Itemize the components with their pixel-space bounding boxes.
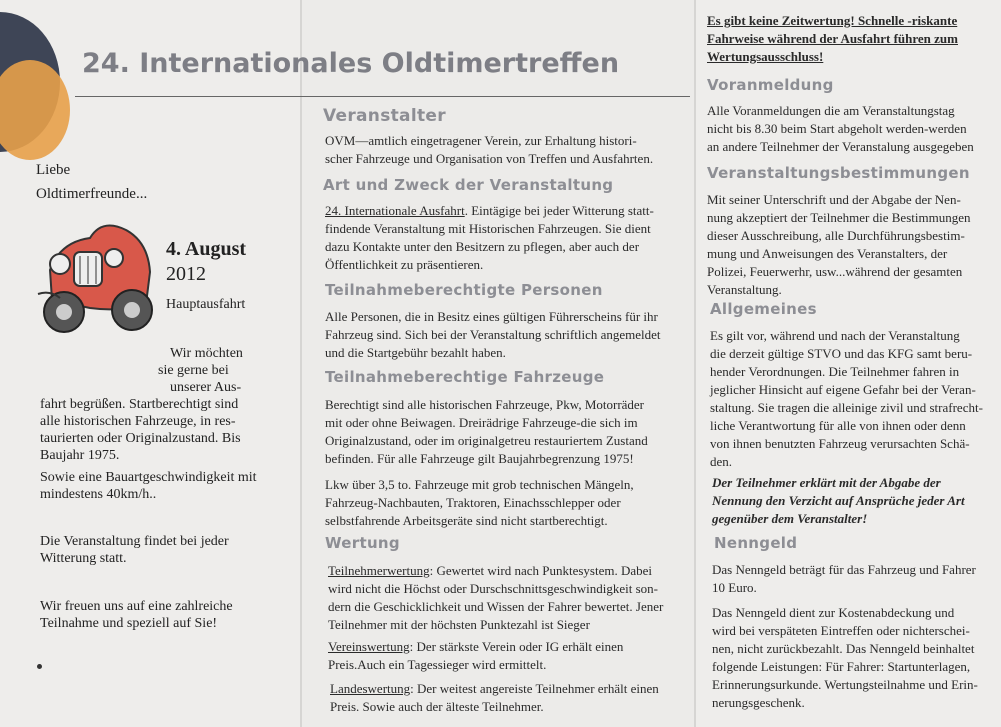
body-text: Landeswertung: Der weitest angereiste Teilnehmer erhält einen bbox=[330, 681, 659, 696]
body-text: Polizei, Feuerwerhr, usw...während der gesamten bbox=[707, 264, 963, 279]
body-text: findende Veranstaltung mit Historischen Fahrzeugen. Sie dient bbox=[325, 221, 651, 236]
body-text: befinden. Für alle Fahrzeuge gilt Baujahrbegrenzung 1975! bbox=[325, 451, 634, 466]
body-text: 24. Internationale Ausfahrt. Eintägige bei jeder Witterung statt- bbox=[325, 203, 654, 218]
oldtimer-car-icon bbox=[30, 212, 162, 340]
body-text: nerungsgeschenk. bbox=[712, 695, 805, 710]
section-heading: Veranstalter bbox=[323, 106, 446, 126]
intro-text: Sowie eine Bauartgeschwindigkeit mit bbox=[40, 470, 257, 485]
body-text: nicht bis 8.30 beim Start abgeholt werden-werden bbox=[707, 121, 967, 136]
section-heading: Art und Zweck der Veranstaltung bbox=[323, 176, 614, 194]
body-text: Berechtigt sind alle historischen Fahrzeuge, Pkw, Motorräder bbox=[325, 397, 645, 412]
disclaimer-text: Der Teilnehmer erklärt mit der Abgabe der bbox=[712, 475, 941, 490]
body-text: Öffentlichkeit zu präsentieren. bbox=[325, 257, 484, 272]
body-text: dern die Geschicklichkeit und Wissen der Fahrer bewertet. Jener bbox=[328, 599, 664, 614]
body-text: dazu Kontakte unter den Besitzern zu pflegen, aber auch der bbox=[325, 239, 640, 254]
warning-text: Wertungsausschluss! bbox=[707, 49, 824, 64]
intro-text: fahrt begrüßen. Startberechtigt sind bbox=[40, 397, 239, 412]
section-heading: Voranmeldung bbox=[707, 76, 834, 94]
body-text: folgende Leistungen: Für Fahrer: Startunterlagen, bbox=[712, 659, 971, 674]
intro-text: sie gerne bei bbox=[158, 363, 229, 378]
underlined-term: Teilnehmerwertung bbox=[328, 563, 430, 578]
greeting: Liebe bbox=[36, 162, 71, 178]
body-text: und die Startgebühr bezahlt haben. bbox=[325, 345, 506, 360]
body-text: OVM—amtlich eingetragener Verein, zur Erhaltung histori- bbox=[325, 133, 637, 148]
warning-text: Fahrweise während der Ausfahrt führen zum bbox=[707, 31, 958, 46]
intro-text: Die Veranstaltung findet bei jeder bbox=[40, 534, 229, 549]
section-heading: Veranstaltungsbestimmungen bbox=[707, 164, 970, 182]
body-text: nung akzeptiert der Teilnehmer die Bestimmungen bbox=[707, 210, 971, 225]
intro-text: mindestens 40km/h.. bbox=[40, 487, 157, 502]
body-text: Es gilt vor, während und nach der Veranstaltung bbox=[710, 328, 960, 343]
body-text: nen, nicht zurückbezahlt. Das Nenngeld beinhaltet bbox=[712, 641, 975, 656]
body-text: jeglicher Hinsicht auf eigene Gefahr bei der Veran- bbox=[710, 382, 976, 397]
section-heading: Teilnahmeberechtigte Personen bbox=[325, 281, 603, 299]
body-text: den. bbox=[710, 454, 733, 469]
body-text: hender Verordnungen. Die Teilnehmer fahren in bbox=[710, 364, 960, 379]
event-year: 2012 bbox=[166, 263, 206, 285]
body-text: von ihnen benutzten Fahrzeug verursachten Schä- bbox=[710, 436, 970, 451]
body-text: Alle Personen, die in Besitz eines gültigen Führerscheins für ihr bbox=[325, 309, 658, 324]
body-text: dieser Ausschreibung, alle Durchführungsbestim- bbox=[707, 228, 965, 243]
event-date: 4. August bbox=[166, 238, 247, 260]
body-text: Fahrzeug sind. Sich bei der Veranstaltung schriftlich angemeldet bbox=[325, 327, 661, 342]
body-text: Das Nenngeld dient zur Kostenabdeckung und bbox=[712, 605, 955, 620]
intro-text: Wir möchten bbox=[170, 346, 243, 361]
body-text: mit oder ohne Beiwagen. Dreirädrige Fahrzeuge-die sich im bbox=[325, 415, 638, 430]
body-text: liche Verantwortung für alle von ihnen oder denn bbox=[710, 418, 966, 433]
warning-text: Es gibt keine Zeitwertung! Schnelle -riskante bbox=[707, 13, 958, 28]
body-text: Vereinswertung: Der stärkste Verein oder IG erhält einen bbox=[328, 639, 624, 654]
body-text: wird nicht die Höchst oder Durschschnittsgeschwindigkeit son- bbox=[328, 581, 658, 596]
page-title: 24. Internationales Oldtimertreffen bbox=[82, 48, 620, 79]
body-text: Teilnehmerwertung: Gewertet wird nach Punktesystem. Dabei bbox=[328, 563, 652, 578]
body-text: Erinnerungsurkunde. Wertungsteilnahme und Erin- bbox=[712, 677, 978, 692]
body-text: Originalzustand, oder im originalgetreu restauriertem Zustand bbox=[325, 433, 648, 448]
body-text: 10 Euro. bbox=[712, 580, 757, 595]
body-text: mung und Anweisungen des Veranstalters, der bbox=[707, 246, 948, 261]
body-text: Teilnehmer mit der höchsten Punktezahl ist Sieger bbox=[328, 617, 590, 632]
disclaimer-text: gegenüber dem Veranstalter! bbox=[712, 511, 868, 526]
intro-text: Witterung statt. bbox=[40, 551, 127, 566]
body-text: Alle Voranmeldungen die am Veranstaltungstag bbox=[707, 103, 955, 118]
section-heading: Allgemeines bbox=[710, 300, 817, 318]
event-subtitle: Hauptausfahrt bbox=[166, 297, 246, 312]
body-text: selbstfahrende Arbeitsgeräte sind nicht startberechtigt. bbox=[325, 513, 608, 528]
disclaimer-text: Nennung den Verzicht auf Ansprüche jeder Art bbox=[712, 493, 965, 508]
section-heading: Teilnahmeberechtige Fahrzeuge bbox=[325, 368, 605, 386]
underlined-term: Landeswertung bbox=[330, 681, 411, 696]
bullet-dot bbox=[37, 664, 42, 669]
intro-text: alle historischen Fahrzeuge, in res- bbox=[40, 414, 236, 429]
body-text: Veranstaltung. bbox=[707, 282, 782, 297]
body-text: Preis.Auch ein Tagessieger wird ermittelt. bbox=[328, 657, 547, 672]
body-text: die derzeit gültige STVO und das KFG samt beru- bbox=[710, 346, 973, 361]
body-text: Mit seiner Unterschrift und der Abgabe der Nen- bbox=[707, 192, 961, 207]
body-text: Das Nenngeld beträgt für das Fahrzeug und Fahrer bbox=[712, 562, 976, 577]
intro-text: unserer Aus- bbox=[170, 380, 242, 395]
intro-text: taurierten oder Originalzustand. Bis bbox=[40, 431, 241, 446]
intro-text: Baujahr 1975. bbox=[40, 448, 120, 463]
greeting: Oldtimerfreunde... bbox=[36, 186, 148, 202]
body-text: Fahrzeug-Nachbauten, Traktoren, Einachsschlepper oder bbox=[325, 495, 621, 510]
underlined-term: Vereinswertung bbox=[328, 639, 410, 654]
body-text: scher Fahrzeuge und Organisation von Treffen und Ausfahrten. bbox=[325, 151, 654, 166]
section-heading: Wertung bbox=[325, 534, 400, 552]
intro-text: Wir freuen uns auf eine zahlreiche bbox=[40, 599, 233, 614]
body-text: staltung. Sie tragen die alleinige zivil und strafrecht- bbox=[710, 400, 983, 415]
body-text: Lkw über 3,5 to. Fahrzeuge mit grob technischen Mängeln, bbox=[325, 477, 634, 492]
title-divider bbox=[75, 96, 690, 97]
intro-text: Teilnahme und speziell auf Sie! bbox=[40, 616, 218, 631]
body-text: Preis. Sowie auch der älteste Teilnehmer. bbox=[330, 699, 544, 714]
underlined-term: 24. Internationale Ausfahrt bbox=[325, 203, 465, 218]
body-text: an andere Teilnehmer der Veranstalung ausgegeben bbox=[707, 139, 974, 154]
body-text: wird bei verspäteten Eintreffen oder nichterschei- bbox=[712, 623, 970, 638]
section-heading: Nenngeld bbox=[714, 534, 798, 552]
